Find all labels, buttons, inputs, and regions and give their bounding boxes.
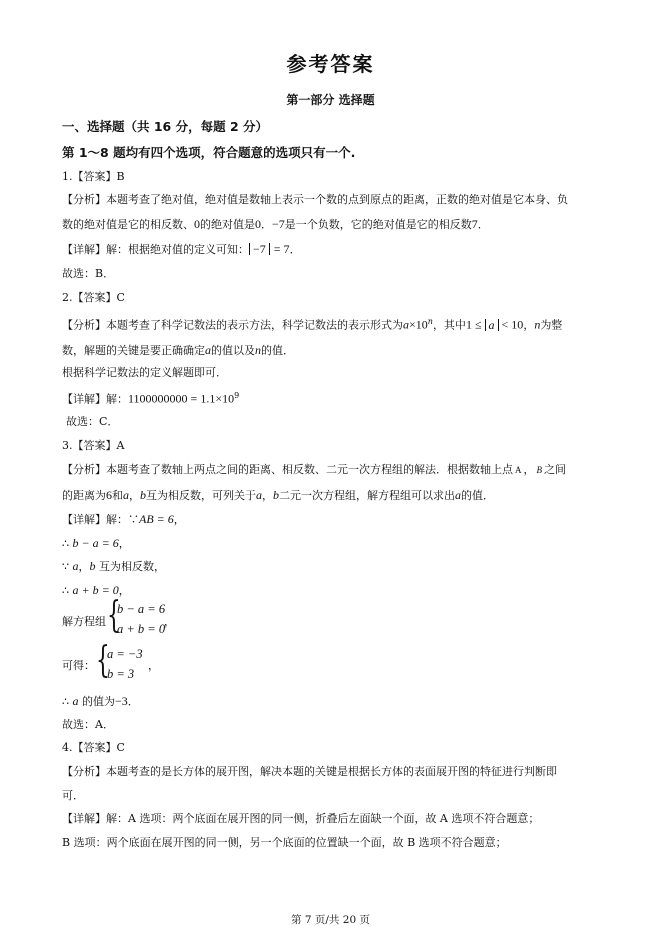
text: 的值以及	[211, 344, 255, 357]
text: ，其中	[432, 318, 466, 332]
q3-detail	[62, 512, 185, 526]
q3-analysis-line1	[62, 463, 566, 476]
q3-system-label: 解方程组	[62, 615, 106, 628]
point-label: A	[515, 465, 522, 475]
text: ，	[129, 489, 140, 502]
math: < 10	[501, 317, 524, 332]
math: 0	[255, 217, 261, 231]
q3-choice: 故选：A．	[62, 718, 114, 731]
superscript: n	[427, 317, 433, 326]
math: a	[455, 488, 461, 502]
math: 7	[471, 217, 478, 231]
q1-answer: 1.【答案】B	[62, 170, 125, 183]
math: b	[140, 488, 146, 502]
math: n	[534, 317, 541, 332]
q3-result	[62, 694, 139, 708]
q2-analysis-line1	[62, 317, 562, 332]
text: 【详解】解：	[62, 392, 128, 406]
q3-answer: 3.【答案】A	[62, 439, 125, 452]
text: ．	[289, 243, 301, 256]
text: ．	[261, 218, 272, 231]
text: ，	[523, 463, 535, 476]
math: −7	[272, 217, 285, 231]
therefore-symbol: ∴	[62, 537, 69, 550]
text: 的值．	[461, 489, 494, 502]
math: a	[403, 317, 409, 332]
q3-analysis-line2	[62, 488, 494, 502]
superscript: 9	[234, 391, 240, 400]
therefore-symbol: ∴	[62, 695, 69, 708]
math: 1100000000 = 1.1×10	[128, 391, 235, 406]
q3-solve-label: 可得：	[62, 659, 95, 672]
page-footer: 第 7 页/共 20 页	[291, 914, 370, 926]
math: b	[273, 488, 279, 502]
q2-analysis-line2	[62, 343, 294, 357]
q1-analysis-line1: 【分析】本题考查了绝对值，绝对值是数轴上表示一个数的点到原点的距离，正数的绝对值是它本身、负	[62, 193, 568, 206]
text: ，	[118, 584, 130, 597]
text: 【分析】本题考查了数轴上两点之间的距离、相反数、二元一次方程组的解法．根据数轴上点	[62, 463, 513, 476]
solution-equation-1: a = −3	[107, 647, 143, 661]
math: a	[123, 488, 129, 502]
text: 互为相反数，	[99, 560, 165, 573]
text: 和	[112, 489, 123, 502]
text: 的值．	[261, 344, 294, 357]
text: ，	[262, 489, 273, 502]
part-heading: 一、选择题（共 16 分，每题 2 分）	[62, 119, 269, 134]
text: 二元一次方程组，解方程组可以求出	[279, 489, 455, 502]
q4-detail-line1: 【详解】解：A 选项：两个底面在展开图的同一侧，折叠后左面缺一个面，故 A 选项不符合题意；	[62, 812, 540, 825]
text: 之间	[544, 463, 566, 476]
text: ，	[78, 560, 90, 573]
q4-answer: 4.【答案】C	[62, 741, 125, 754]
text: 【详解】解：根据绝对值的定义可知：	[62, 243, 249, 256]
q3-step2	[62, 559, 165, 573]
text: ，	[523, 318, 535, 332]
text: ，	[118, 537, 130, 550]
q1-choice: 故选：B．	[62, 267, 115, 280]
text: 数，解题的关键是要正确确定	[62, 344, 205, 357]
text: 的距离为	[62, 489, 106, 502]
math: a	[205, 343, 211, 357]
abs-value: a	[485, 319, 499, 331]
math: a + b = 0	[72, 583, 119, 597]
text: ，	[173, 513, 185, 526]
section-heading: 第一部分 选择题	[286, 93, 375, 107]
q3-system-end: ，	[164, 615, 175, 628]
q4-analysis-line2: 可．	[62, 789, 84, 802]
text: 互为相反数，可列关于	[146, 489, 256, 502]
q3-solve-end: ，	[148, 659, 159, 672]
system-equation-1: b − a = 6	[117, 602, 166, 616]
math: a	[72, 694, 79, 708]
text: 的值为	[82, 695, 115, 708]
math: 6	[106, 488, 112, 502]
math: n	[255, 343, 261, 357]
point-label: B	[536, 465, 542, 475]
system-equation-2: a + b = 0	[117, 622, 166, 636]
math: b	[89, 559, 96, 573]
solution-equation-2: b = 3	[107, 667, 135, 681]
text: 是一个负数，它的绝对值是它的相反数	[284, 218, 472, 231]
left-brace: {	[96, 640, 110, 681]
q2-detail	[62, 391, 239, 406]
math: 0	[194, 217, 200, 231]
q2-analysis-line3: 根据科学记数法的定义解题即可．	[62, 366, 227, 379]
math: AB = 6	[139, 512, 174, 526]
q2-answer: 2.【答案】C	[62, 291, 125, 304]
text: 的绝对值是	[200, 218, 255, 231]
math: a	[72, 559, 79, 573]
math: = 7	[273, 242, 290, 256]
q1-detail	[62, 242, 301, 256]
left-brace: {	[107, 595, 121, 636]
abs-value: −7	[249, 243, 270, 255]
math: a	[256, 488, 262, 502]
therefore-symbol: ∴	[62, 584, 69, 597]
text: ．	[127, 695, 139, 708]
q2-choice: 故选：C．	[66, 415, 119, 428]
q3-step1	[62, 536, 130, 550]
text: 【详解】解：∵	[62, 513, 139, 526]
text: 【分析】本题考查了科学记数法的表示方法，科学记数法的表示形式为	[62, 318, 403, 332]
text: 为整	[540, 318, 563, 332]
math: 1 ≤	[465, 317, 482, 332]
q1-analysis-line2	[62, 217, 489, 231]
text: ．	[477, 218, 489, 231]
q4-detail-line2: B 选项：两个底面在展开图的同一侧，另一个底面的位置缺一个面，故 B 选项不符合题意；	[62, 836, 507, 849]
instruction: 第 1～8 题均有四个选项，符合题意的选项只有一个.	[62, 145, 356, 160]
text: 数的绝对值是它的相反数、	[62, 218, 194, 231]
math: ×10	[409, 317, 428, 332]
math: b − a = 6	[72, 536, 119, 550]
q4-analysis-line1: 【分析】本题考查的是长方体的展开图，解决本题的关键是根据长方体的表面展开图的特征进行判断即	[62, 765, 557, 778]
because-symbol: ∵	[62, 560, 69, 573]
page-title: 参考答案	[286, 52, 375, 76]
math: −3	[115, 694, 128, 708]
